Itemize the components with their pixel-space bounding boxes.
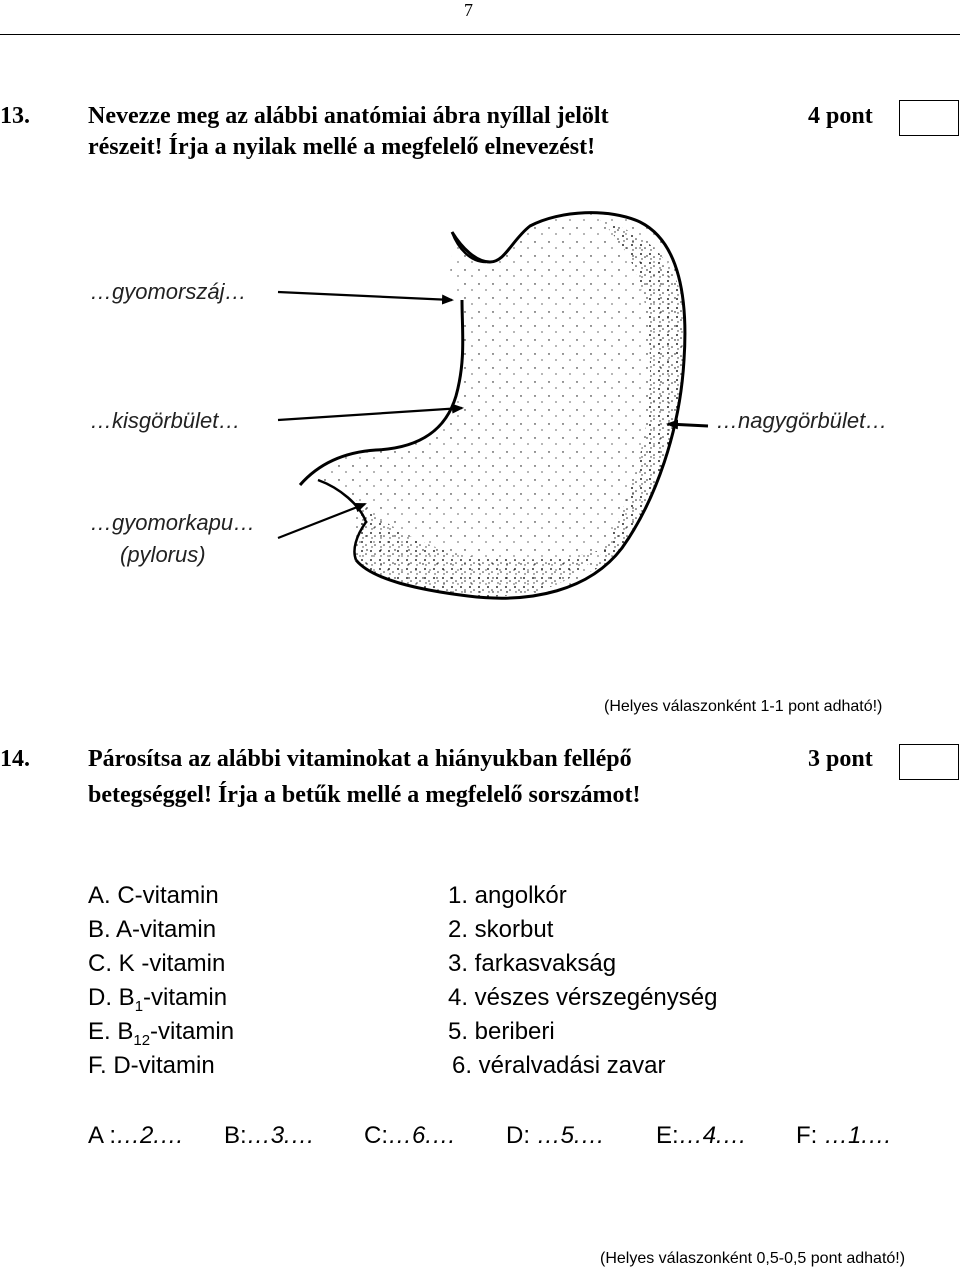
q13-text-line2: részeit! Írja a nyilak mellé a megfelelő elnevezést! <box>88 134 596 160</box>
answer-c[interactable]: C:…6.… <box>364 1122 457 1149</box>
label-kisgorbulet: …kisgörbület… <box>90 408 241 433</box>
answer-b[interactable]: B:…3.… <box>224 1122 315 1149</box>
arrow-gyomorkapu <box>278 504 365 538</box>
q14-scoring-note: (Helyes válaszonként 0,5-0,5 pont adható!) <box>600 1250 906 1267</box>
disease-item: 5. beriberi <box>448 1018 555 1045</box>
label-nagygorbulet: …nagygörbület… <box>716 408 888 433</box>
vitamin-item: C. K -vitamin <box>88 950 226 977</box>
label-gyomorszaj: …gyomorszáj… <box>90 279 247 304</box>
arrow-nagygorbulet <box>668 424 708 426</box>
arrow-gyomorszaj <box>278 292 452 300</box>
label-pylorus: (pylorus) <box>120 542 206 567</box>
vitamin-item: A. C-vitamin <box>88 882 219 909</box>
answer-a[interactable]: A :…2.… <box>88 1122 185 1149</box>
q13-scoring-note: (Helyes válaszonként 1-1 pont adható!) <box>604 698 883 715</box>
answer-d[interactable]: D: …5.… <box>506 1122 605 1149</box>
q14-text-line2: betegséggel! Írja a betűk mellé a megfelelő sorszámot! <box>88 782 641 808</box>
q13-text-line1: Nevezze meg az alábbi anatómiai ábra nyíllal jelölt <box>88 103 609 129</box>
answer-f[interactable]: F: …1.… <box>796 1122 893 1149</box>
disease-item: 3. farkasvakság <box>448 950 617 977</box>
page-number: 7 <box>464 0 473 20</box>
q13-number: 13. <box>0 103 30 129</box>
vitamin-item: B. A-vitamin <box>88 916 217 943</box>
q13-points: 4 pont <box>808 103 873 129</box>
q14-text-line1: Párosítsa az alábbi vitaminokat a hiányukban fellépő <box>88 746 632 772</box>
label-gyomorkapu: …gyomorkapu… <box>90 510 256 535</box>
disease-item: 1. angolkór <box>448 882 567 909</box>
disease-item: 6. véralvadási zavar <box>452 1052 666 1079</box>
answer-e[interactable]: E:…4.… <box>656 1122 747 1149</box>
q14-points: 3 pont <box>808 746 873 772</box>
disease-item: 4. vészes vérszegénység <box>448 984 718 1011</box>
arrow-kisgorbulet <box>278 408 462 420</box>
q14-number: 14. <box>0 746 30 772</box>
vitamin-item: F. D-vitamin <box>88 1052 215 1079</box>
q14-score-box[interactable] <box>899 744 959 780</box>
vitamin-item: E. $B_{12}$-vitamin <box>88 1018 235 1049</box>
vitamin-item: D. $B_1$-vitamin <box>88 984 228 1015</box>
disease-item: 2. skorbut <box>448 916 554 943</box>
